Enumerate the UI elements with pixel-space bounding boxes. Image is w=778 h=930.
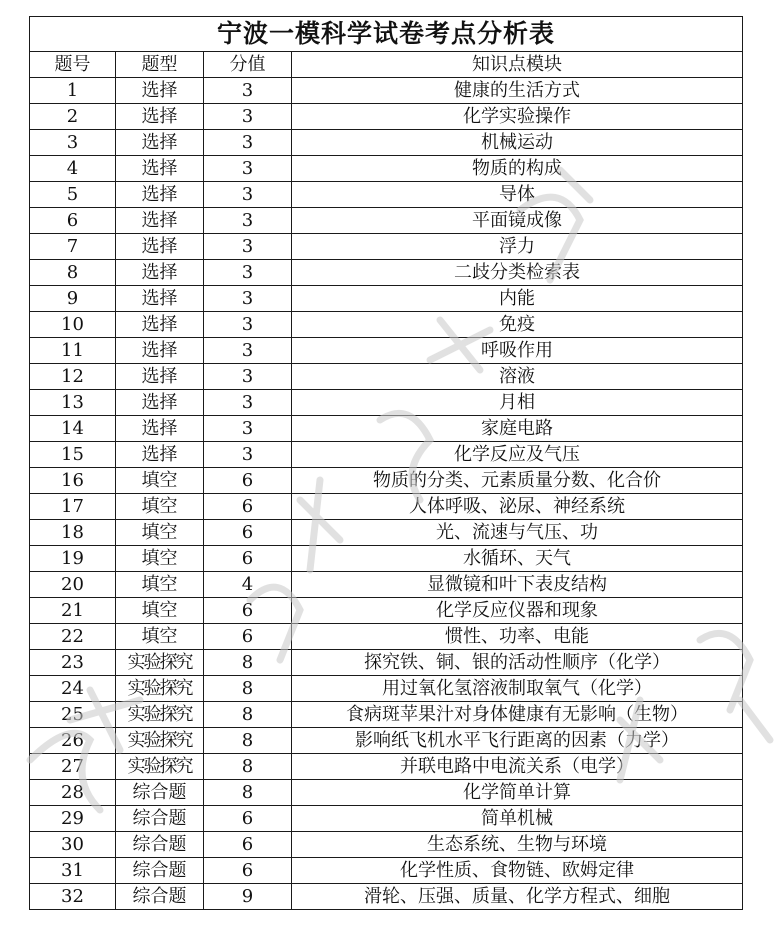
cell-question-type: 填空: [116, 520, 204, 546]
cell-question-type: 选择: [116, 104, 204, 130]
cell-question-type: 实验探究: [116, 650, 204, 676]
cell-question-type: 选择: [116, 260, 204, 286]
table-row: [30, 338, 743, 364]
cell-knowledge-module: 人体呼吸、泌尿、神经系统: [292, 494, 743, 520]
cell-score: 8: [204, 728, 292, 754]
table-row: [30, 416, 743, 442]
cell-question-type: 选择: [116, 364, 204, 390]
cell-knowledge-module: 光、流速与气压、功: [292, 520, 743, 546]
cell-score: 6: [204, 598, 292, 624]
cell-score: 3: [204, 130, 292, 156]
cell-question-no: 20: [30, 572, 116, 598]
table-row: [30, 572, 743, 598]
cell-knowledge-module: 家庭电路: [292, 416, 743, 442]
table-row: [30, 286, 743, 312]
cell-question-no: 18: [30, 520, 116, 546]
table-row: [30, 156, 743, 182]
cell-knowledge-module: 简单机械: [292, 806, 743, 832]
table-row: [30, 728, 743, 754]
cell-question-type: 选择: [116, 234, 204, 260]
cell-question-no: 31: [30, 858, 116, 884]
cell-score: 3: [204, 338, 292, 364]
cell-score: 6: [204, 468, 292, 494]
cell-score: 8: [204, 702, 292, 728]
table-row: [30, 234, 743, 260]
title-row: [30, 17, 743, 52]
cell-question-no: 22: [30, 624, 116, 650]
cell-knowledge-module: 水循环、天气: [292, 546, 743, 572]
cell-score: 8: [204, 676, 292, 702]
cell-question-no: 32: [30, 884, 116, 910]
cell-score: 3: [204, 286, 292, 312]
cell-question-type: 选择: [116, 286, 204, 312]
cell-question-type: 选择: [116, 208, 204, 234]
table-row: [30, 520, 743, 546]
cell-question-no: 26: [30, 728, 116, 754]
cell-question-no: 27: [30, 754, 116, 780]
header-knowledge-module: 知识点模块: [292, 52, 743, 78]
cell-question-type: 实验探究: [116, 728, 204, 754]
cell-knowledge-module: 化学反应及气压: [292, 442, 743, 468]
cell-question-no: 6: [30, 208, 116, 234]
cell-question-type: 选择: [116, 416, 204, 442]
cell-question-type: 选择: [116, 312, 204, 338]
cell-score: 3: [204, 208, 292, 234]
table-row: [30, 260, 743, 286]
cell-knowledge-module: 用过氧化氢溶液制取氧气（化学）: [292, 676, 743, 702]
cell-question-type: 选择: [116, 338, 204, 364]
table-row: [30, 650, 743, 676]
cell-question-no: 9: [30, 286, 116, 312]
cell-question-no: 4: [30, 156, 116, 182]
cell-knowledge-module: 并联电路中电流关系（电学）: [292, 754, 743, 780]
cell-question-no: 5: [30, 182, 116, 208]
cell-knowledge-module: 呼吸作用: [292, 338, 743, 364]
cell-score: 8: [204, 754, 292, 780]
cell-knowledge-module: 免疫: [292, 312, 743, 338]
cell-score: 3: [204, 156, 292, 182]
table-row: [30, 780, 743, 806]
cell-knowledge-module: 影响纸飞机水平飞行距离的因素（力学）: [292, 728, 743, 754]
cell-score: 3: [204, 312, 292, 338]
cell-question-no: 24: [30, 676, 116, 702]
cell-question-type: 填空: [116, 468, 204, 494]
cell-score: 3: [204, 234, 292, 260]
cell-question-type: 填空: [116, 494, 204, 520]
table-row: [30, 390, 743, 416]
cell-score: 6: [204, 806, 292, 832]
cell-score: 3: [204, 78, 292, 104]
cell-score: 6: [204, 858, 292, 884]
cell-question-no: 23: [30, 650, 116, 676]
table-row: [30, 78, 743, 104]
cell-question-type: 选择: [116, 78, 204, 104]
cell-score: 3: [204, 364, 292, 390]
header-row: [30, 52, 743, 78]
cell-question-type: 综合题: [116, 858, 204, 884]
cell-knowledge-module: 物质的分类、元素质量分数、化合价: [292, 468, 743, 494]
header-question-no: 题号: [30, 52, 116, 78]
cell-question-no: 28: [30, 780, 116, 806]
cell-score: 3: [204, 390, 292, 416]
cell-question-type: 选择: [116, 182, 204, 208]
cell-question-no: 3: [30, 130, 116, 156]
cell-question-no: 12: [30, 364, 116, 390]
table-row: [30, 104, 743, 130]
cell-knowledge-module: 机械运动: [292, 130, 743, 156]
cell-question-no: 11: [30, 338, 116, 364]
table-row: [30, 182, 743, 208]
table-row: [30, 130, 743, 156]
cell-question-no: 25: [30, 702, 116, 728]
table-row: [30, 858, 743, 884]
table-row: [30, 624, 743, 650]
cell-score: 8: [204, 650, 292, 676]
cell-knowledge-module: 物质的构成: [292, 156, 743, 182]
cell-knowledge-module: 化学实验操作: [292, 104, 743, 130]
cell-knowledge-module: 惯性、功率、电能: [292, 624, 743, 650]
cell-question-no: 1: [30, 78, 116, 104]
table-row: [30, 806, 743, 832]
cell-knowledge-module: 平面镜成像: [292, 208, 743, 234]
cell-question-no: 10: [30, 312, 116, 338]
cell-knowledge-module: 健康的生活方式: [292, 78, 743, 104]
cell-score: 4: [204, 572, 292, 598]
cell-score: 3: [204, 182, 292, 208]
cell-question-type: 选择: [116, 130, 204, 156]
cell-question-type: 综合题: [116, 806, 204, 832]
cell-question-type: 选择: [116, 390, 204, 416]
cell-knowledge-module: 二歧分类检索表: [292, 260, 743, 286]
header-question-type: 题型: [116, 52, 204, 78]
cell-score: 6: [204, 520, 292, 546]
cell-score: 8: [204, 780, 292, 806]
table-row: [30, 468, 743, 494]
cell-question-type: 实验探究: [116, 754, 204, 780]
cell-knowledge-module: 显微镜和叶下表皮结构: [292, 572, 743, 598]
cell-question-no: 29: [30, 806, 116, 832]
cell-question-type: 填空: [116, 598, 204, 624]
cell-question-type: 填空: [116, 572, 204, 598]
cell-question-no: 21: [30, 598, 116, 624]
cell-knowledge-module: 化学反应仪器和现象: [292, 598, 743, 624]
cell-knowledge-module: 浮力: [292, 234, 743, 260]
cell-question-type: 填空: [116, 624, 204, 650]
cell-question-type: 综合题: [116, 884, 204, 910]
table-row: [30, 442, 743, 468]
cell-knowledge-module: 化学性质、食物链、欧姆定律: [292, 858, 743, 884]
table-row: [30, 312, 743, 338]
cell-knowledge-module: 探究铁、铜、银的活动性顺序（化学）: [292, 650, 743, 676]
cell-question-type: 实验探究: [116, 702, 204, 728]
cell-question-type: 综合题: [116, 832, 204, 858]
table-row: [30, 884, 743, 910]
cell-question-no: 17: [30, 494, 116, 520]
table-row: [30, 364, 743, 390]
table-row: [30, 494, 743, 520]
cell-score: 3: [204, 416, 292, 442]
cell-question-no: 7: [30, 234, 116, 260]
cell-question-no: 14: [30, 416, 116, 442]
cell-score: 6: [204, 546, 292, 572]
cell-question-type: 填空: [116, 546, 204, 572]
cell-knowledge-module: 溶液: [292, 364, 743, 390]
header-score: 分值: [204, 52, 292, 78]
cell-knowledge-module: 生态系统、生物与环境: [292, 832, 743, 858]
table-row: [30, 598, 743, 624]
cell-knowledge-module: 月相: [292, 390, 743, 416]
cell-score: 3: [204, 260, 292, 286]
cell-score: 3: [204, 442, 292, 468]
table-row: [30, 676, 743, 702]
cell-question-no: 16: [30, 468, 116, 494]
cell-question-no: 30: [30, 832, 116, 858]
cell-knowledge-module: 食病斑苹果汁对身体健康有无影响（生物）: [292, 702, 743, 728]
table-title: 宁波一模科学试卷考点分析表: [30, 17, 743, 52]
cell-question-type: 选择: [116, 156, 204, 182]
cell-question-no: 8: [30, 260, 116, 286]
cell-question-no: 2: [30, 104, 116, 130]
cell-question-no: 19: [30, 546, 116, 572]
cell-question-no: 13: [30, 390, 116, 416]
cell-score: 6: [204, 494, 292, 520]
analysis-sheet: [29, 16, 742, 910]
cell-question-no: 15: [30, 442, 116, 468]
cell-knowledge-module: 内能: [292, 286, 743, 312]
table-row: [30, 832, 743, 858]
table-row: [30, 546, 743, 572]
cell-question-type: 综合题: [116, 780, 204, 806]
cell-knowledge-module: 滑轮、压强、质量、化学方程式、细胞: [292, 884, 743, 910]
cell-score: 3: [204, 104, 292, 130]
cell-score: 6: [204, 624, 292, 650]
cell-knowledge-module: 导体: [292, 182, 743, 208]
cell-knowledge-module: 化学简单计算: [292, 780, 743, 806]
cell-score: 6: [204, 832, 292, 858]
cell-score: 9: [204, 884, 292, 910]
table-row: [30, 754, 743, 780]
cell-question-type: 实验探究: [116, 676, 204, 702]
table-row: [30, 208, 743, 234]
table-body: [30, 78, 743, 910]
cell-question-type: 选择: [116, 442, 204, 468]
exam-analysis-table: [29, 16, 743, 910]
table-row: [30, 702, 743, 728]
